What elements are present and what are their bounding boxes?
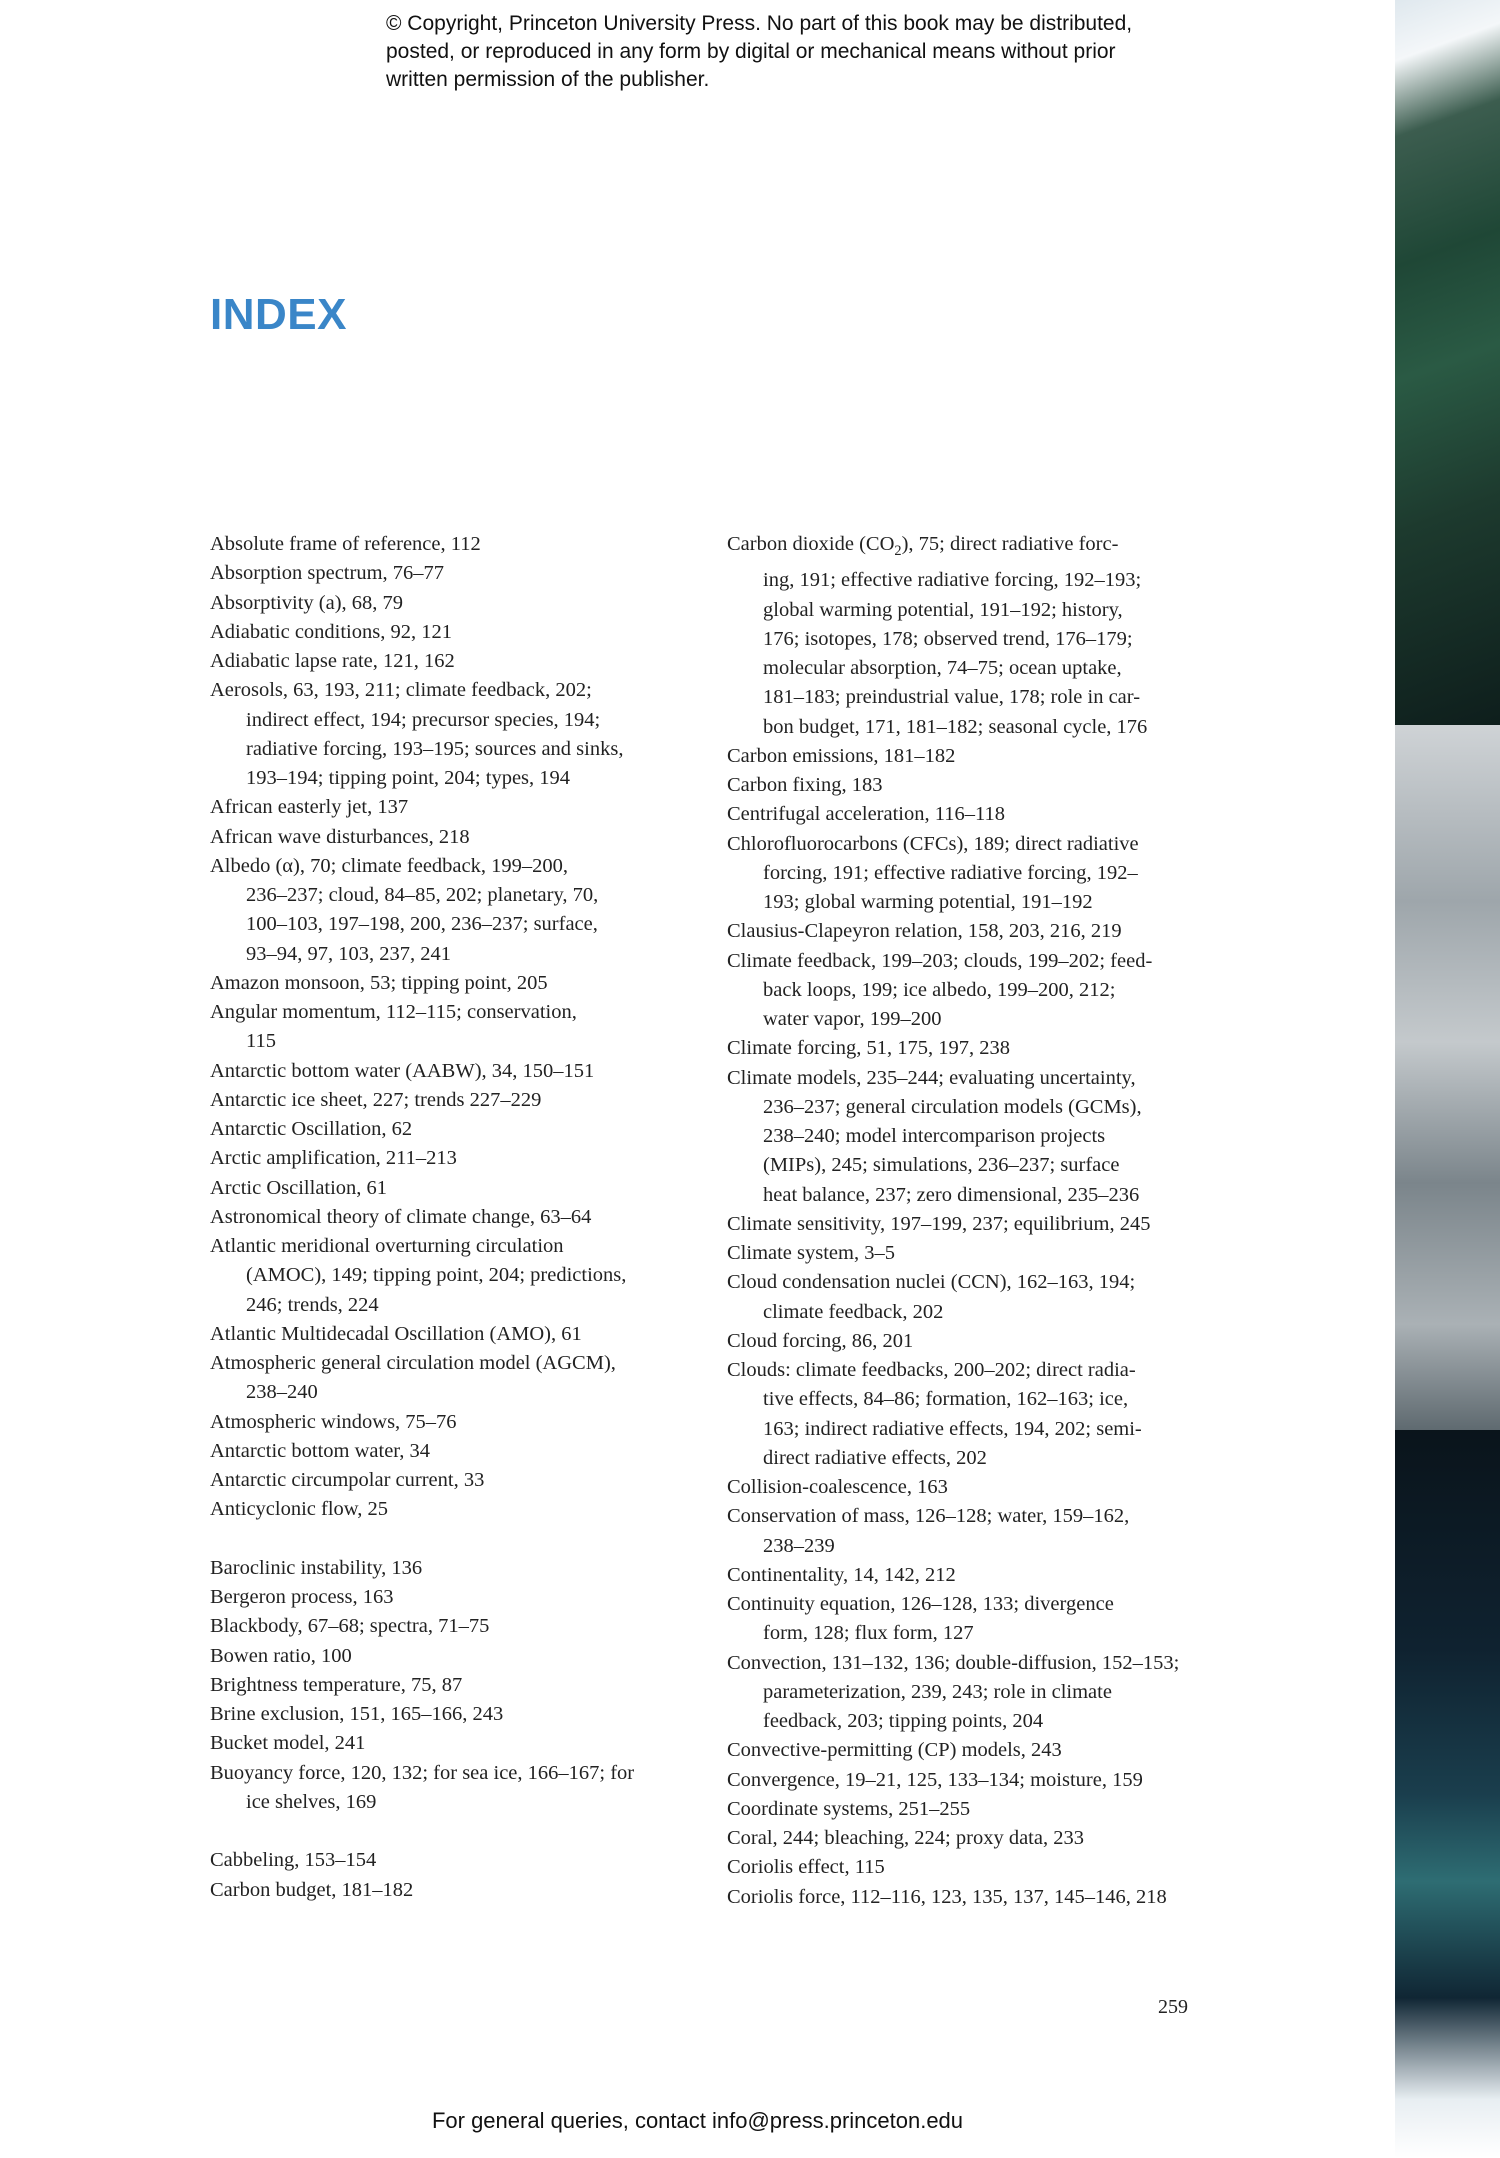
index-entry: Adiabatic lapse rate, 121, 162 <box>210 650 455 672</box>
index-entry: Atlantic Multidecadal Oscillation (AMO), 61 <box>210 1322 582 1345</box>
index-entry: Centrifugal acceleration, 116–118 <box>727 803 1005 826</box>
index-entry: Anticyclonic flow, 25 <box>210 1498 389 1521</box>
index-column-left <box>210 530 690 1905</box>
index-entry: Arctic Oscillation, 61 <box>210 1176 388 1199</box>
index-entry: Atlantic meridional overturning circulation (AMOC), 149; tipping point, 204; predictions, 246; trends, 224 <box>210 1235 627 1316</box>
page-number: 259 <box>1158 1996 1188 2018</box>
index-entry: Carbon fixing, 183 <box>727 774 883 797</box>
index-entry: Baroclinic instability, 136 <box>210 1556 423 1579</box>
index-entry: Amazon monsoon, 53; tipping point, 205 <box>210 971 548 994</box>
index-entry: Climate sensitivity, 197–199, 237; equilibrium, 245 <box>727 1212 1151 1235</box>
index-entry: Carbon emissions, 181–182 <box>727 744 956 767</box>
satellite-image-ice <box>1395 0 1500 725</box>
index-heading: INDEX <box>210 290 347 339</box>
index-entry: Carbon budget, 181–182 <box>210 1878 414 1901</box>
index-entry: Collision-coalescence, 163 <box>727 1476 948 1499</box>
index-entry: African wave disturbances, 218 <box>210 825 470 848</box>
index-entry: Bergeron process, 163 <box>210 1586 394 1608</box>
copyright-notice: © Copyright, Princeton University Press. No part of this book may be distributed, posted, or reproduced in any form by digital or mechanical means without prior written permission of the publisher. <box>386 12 1133 91</box>
index-entry: Adiabatic conditions, 92, 121 <box>210 620 452 643</box>
index-entry: Clausius-Clapeyron relation, 158, 203, 216, 219 <box>727 920 1122 943</box>
index-entry: Aerosols, 63, 193, 211; climate feedback, 202; indirect effect, 194; precursor species, 194; radiative forcing, 193–195; sources and sinks, 193–194; tipping point, 204; types, 194 <box>210 679 624 789</box>
index-entry: Continentality, 14, 142, 212 <box>727 1563 956 1586</box>
index-entry: Absorptivity (a), 68, 79 <box>210 591 404 614</box>
index-entry: Antarctic bottom water (AABW), 34, 150–151 <box>210 1059 595 1082</box>
index-entry: Astronomical theory of climate change, 63–64 <box>210 1205 592 1228</box>
index-entry: Climate system, 3–5 <box>727 1242 895 1265</box>
index-entry: Coriolis effect, 115 <box>727 1856 885 1879</box>
index-entry: Antarctic circumpolar current, 33 <box>210 1469 485 1491</box>
index-entry: Climate models, 235–244; evaluating uncertainty, 236–237; general circulation models (GCMs), 238–240; model intercomparison projects (MIPs), 245; simulations, 236–237; surface heat balance, 237; zero dimensional, 235–236 <box>727 1066 1142 1206</box>
index-entry: Continuity equation, 126–128, 133; divergence form, 128; flux form, 127 <box>727 1593 1114 1645</box>
index-entry: Absorption spectrum, 76–77 <box>210 562 445 585</box>
satellite-image-clouds <box>1395 725 1500 1430</box>
index-entry: Coordinate systems, 251–255 <box>727 1797 971 1820</box>
index-entry: Climate forcing, 51, 175, 197, 238 <box>727 1037 1010 1060</box>
index-entry: Convective-permitting (CP) models, 243 <box>727 1739 1062 1762</box>
index-entry: Conservation of mass, 126–128; water, 159–162, 238–239 <box>727 1505 1130 1557</box>
index-entry: Cloud condensation nuclei (CCN), 162–163, 194; climate feedback, 202 <box>727 1271 1136 1323</box>
index-entry: Cloud forcing, 86, 201 <box>727 1329 914 1352</box>
index-entry: Absolute frame of reference, 112 <box>210 533 481 555</box>
footer-contact: For general queries, contact info@press.princeton.edu <box>431 2108 964 2133</box>
index-entry: Atmospheric windows, 75–76 <box>210 1410 457 1433</box>
index-entry: Angular momentum, 112–115; conservation, 115 <box>210 1001 577 1053</box>
index-entry: Convergence, 19–21, 125, 133–134; moisture, 159 <box>727 1768 1143 1791</box>
index-column-right <box>727 530 1199 1912</box>
index-entry: Bowen ratio, 100 <box>210 1644 352 1667</box>
index-entry: Cabbeling, 153–154 <box>210 1849 377 1872</box>
index-entry: African easterly jet, 137 <box>210 796 409 819</box>
index-entry: Atmospheric general circulation model (AGCM), 238–240 <box>210 1352 616 1404</box>
index-entry: Blackbody, 67–68; spectra, 71–75 <box>210 1615 490 1638</box>
satellite-image-ocean <box>1395 1430 1500 2158</box>
index-entry: Buoyancy force, 120, 132; for sea ice, 166–167; for ice shelves, 169 <box>210 1761 635 1813</box>
index-entry: Brightness temperature, 75, 87 <box>210 1673 463 1696</box>
index-entry: Climate feedback, 199–203; clouds, 199–202; feed- back loops, 199; ice albedo, 199–200, 212; water vapor, 199–200 <box>727 949 1153 1031</box>
index-entry: Carbon dioxide $(CO_2)$, 75; direct radiative forc- ing, 191; effective radiative forcing, 192–193; global warming potential, 191–192; history, 176; isotopes, 178; observed trend, 176–179; molecular absorption, 74–75; ocean uptake, 181–183; preindustrial value, 178; role in car- bon budget, 171, 181–182; seasonal cycle, 176 <box>727 533 1148 738</box>
index-entry: Coral, 244; bleaching, 224; proxy data, 233 <box>727 1827 1084 1850</box>
index-entry: Coriolis force, 112–116, 123, 135, 137, 145–146, 218 <box>727 1885 1167 1908</box>
index-entry: Clouds: climate feedbacks, 200–202; direct radia- tive effects, 84–86; formation, 162–163; ice, 163; indirect radiative effects, 194, 202; semi- direct radiative effects, 202 <box>727 1359 1142 1469</box>
index-entry: Arctic amplification, 211–213 <box>210 1147 457 1170</box>
cover-photo-strip <box>1395 0 1500 2158</box>
index-entry: Antarctic bottom water, 34 <box>210 1439 431 1462</box>
index-entry: Albedo (α), 70; climate feedback, 199–200, 236–237; cloud, 84–85, 202; planetary, 70, 100–103, 197–198, 200, 236–237; surface, 93–94, 97, 103, 237, 241 <box>210 854 599 965</box>
index-entry: Brine exclusion, 151, 165–166, 243 <box>210 1703 504 1725</box>
index-entry: Antarctic ice sheet, 227; trends 227–229 <box>210 1088 542 1111</box>
index-entry: Antarctic Oscillation, 62 <box>210 1118 413 1140</box>
index-entry: Convection, 131–132, 136; double-diffusion, 152–153; parameterization, 239, 243; role in climate feedback, 203; tipping points, 204 <box>727 1651 1180 1733</box>
index-entry: Chlorofluorocarbons (CFCs), 189; direct radiative forcing, 191; effective radiative forcing, 192– 193; global warming potential, 191–192 <box>727 832 1139 914</box>
index-entry: Bucket model, 241 <box>210 1732 366 1755</box>
